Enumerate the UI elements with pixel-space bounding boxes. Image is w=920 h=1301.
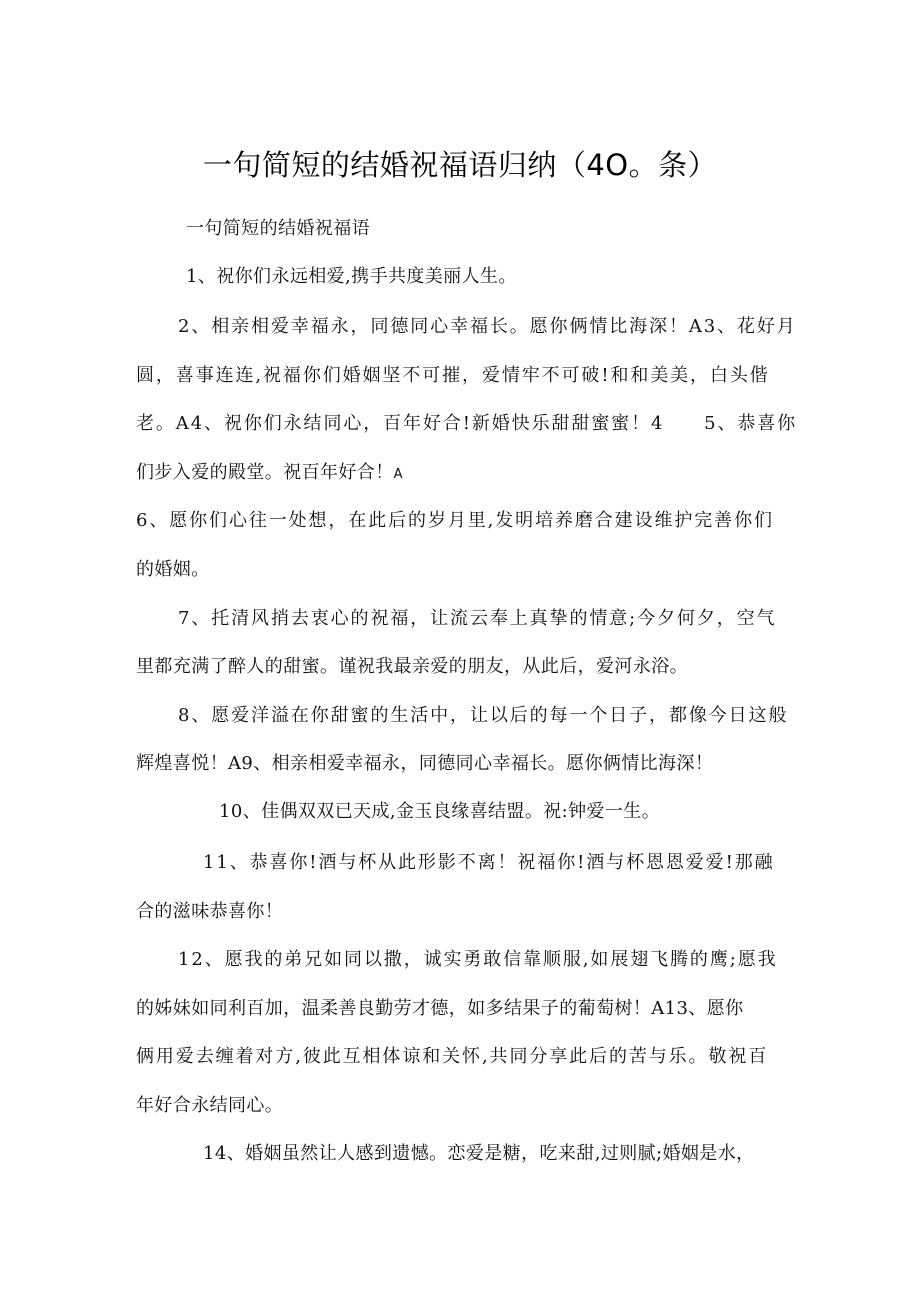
text-line-10: 8、愿爱洋溢在你甜蜜的生活中，让以后的每一个日子，都像今日这般: [178, 705, 789, 726]
text-line-17: 俩用爱去缠着对方,彼此互相体谅和关怀,共同分享此后的苦与乐。敬祝百: [136, 1046, 769, 1067]
text-line-12: 10、佳偶双双已天成,金玉良缘喜结盟。祝:钟爱一生。: [219, 801, 661, 822]
text-line-14: 合的滋味恭喜你！: [136, 901, 284, 922]
text-line-1: 1、祝你们永远相爱,携手共度美丽人生。: [186, 266, 517, 287]
text-line-16: 的姊妹如同利百加，温柔善良勤劳才德，如多结果子的葡萄树！A13、愿你: [136, 998, 744, 1019]
text-line-18: 年好合永结同心。: [136, 1095, 284, 1116]
text-line-6: 6、愿你们心往一处想，在此后的岁月里,发明培养磨合建设维护完善你们: [136, 510, 774, 531]
document-title: 一句简短的结婚祝福语归纳（4O。条）: [202, 148, 718, 182]
text-line-13: 11、恭喜你!酒与杯从此形影不离！祝福你!酒与杯恩恩爱爱!那融: [203, 852, 775, 873]
text-line-9: 里都充满了醉人的甜蜜。谨祝我最亲爱的朋友，从此后，爱河永浴。: [136, 656, 688, 677]
text-line-19: 14、婚姻虽然让人感到遗憾。恋爱是糖，吃来甜,过则腻;婚姻是水，: [203, 1143, 755, 1164]
text-line-11: 辉煌喜悦！A9、相亲相爱幸福永，同德同心幸福长。愿你俩情比海深！: [136, 753, 714, 774]
text-line-5-mark: A: [393, 467, 403, 482]
text-line-3: 圆，喜事连连,祝福你们婚姻坚不可摧，爱情牢不可破!和和美美，白头偕: [136, 365, 770, 386]
document-subtitle: 一句简短的结婚祝福语: [186, 218, 370, 239]
text-line-7: 的婚姻。: [136, 559, 210, 580]
text-line-5-text: 们步入爱的殿堂。祝百年好合！: [136, 462, 394, 483]
text-line-5: [136, 461, 403, 487]
text-line-8: 7、托清风捎去衷心的祝福，让流云奉上真挚的情意;今夕何夕，空气: [178, 608, 777, 629]
text-line-2: 2、相亲相爱幸福永，同德同心幸福长。愿你俩情比海深！A3、花好月: [178, 316, 797, 337]
text-line-4: 老。A4、祝你们永结同心，百年好合!新婚快乐甜甜蜜蜜！4 5、恭喜你: [136, 413, 798, 434]
text-line-15: 12、愿我的弟兄如同以撒，诚实勇敢信靠顺服,如展翅飞腾的鹰;愿我: [178, 949, 778, 970]
